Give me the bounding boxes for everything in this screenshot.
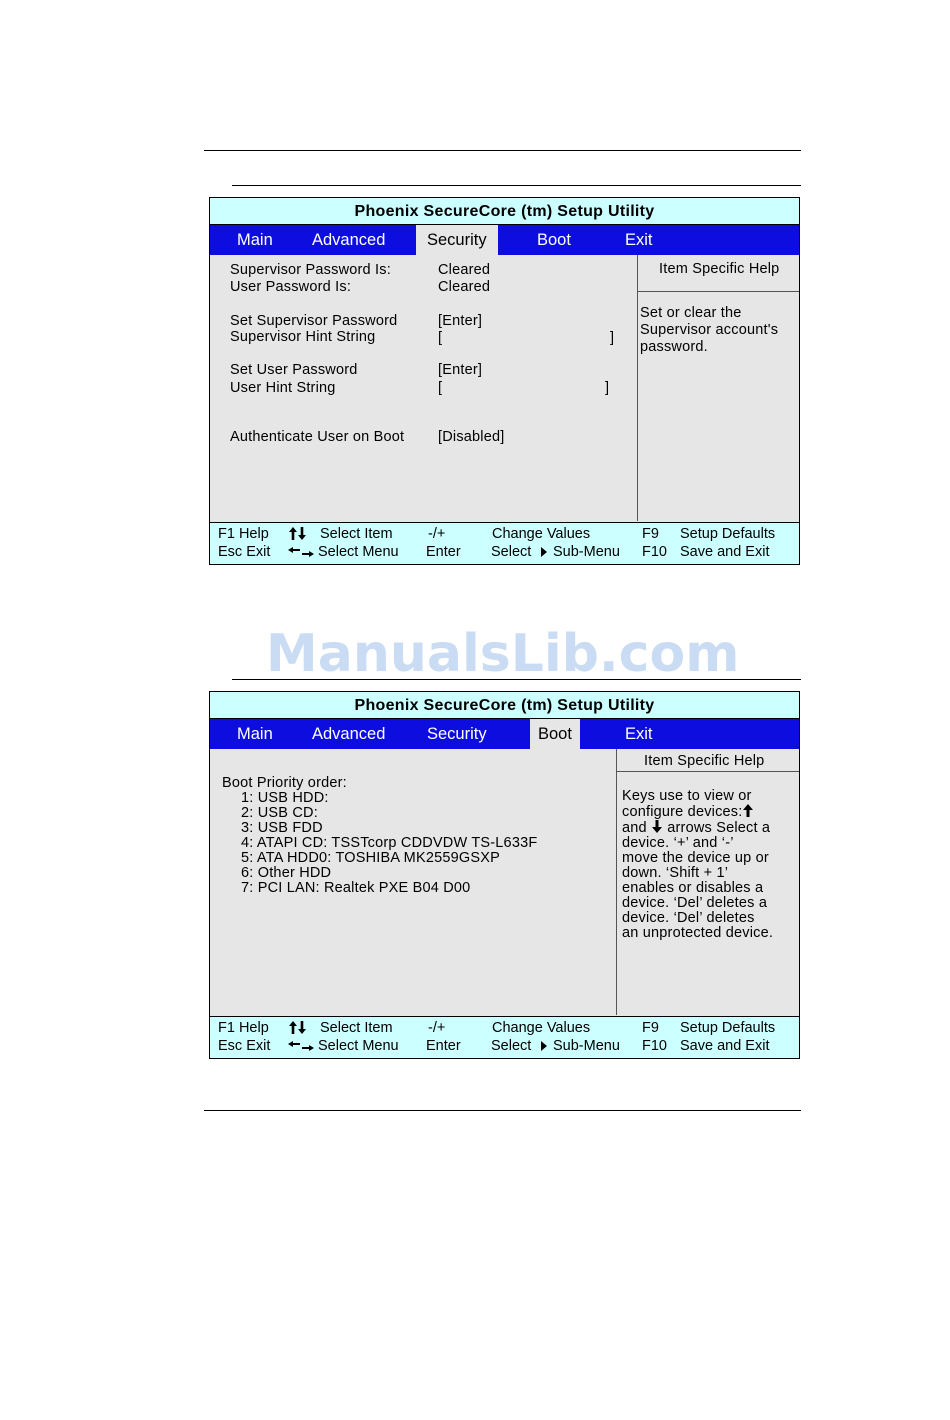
key-save-and-exit: Save and Exit [680, 544, 770, 560]
key-esc-exit[interactable]: Esc Exit [218, 544, 271, 560]
help-text [622, 789, 773, 941]
main-panel [210, 255, 799, 521]
help-line: password. [640, 339, 708, 355]
watermark: ManualsLib.com [266, 624, 740, 684]
key-minus-plus: -/+ [428, 526, 446, 542]
value-supervisor-password-is: Cleared [438, 262, 491, 278]
help-line: device. ‘Del’ deletes [622, 910, 755, 926]
key-legend [210, 522, 799, 564]
key-f9[interactable]: F9 [642, 1020, 659, 1036]
label-authenticate-user-on-boot[interactable]: Authenticate User on Boot [230, 429, 405, 445]
menu-advanced[interactable]: Advanced [312, 231, 386, 249]
help-line: move the device up or [622, 850, 769, 866]
key-select-item: Select Item [320, 526, 393, 542]
help-line: Set or clear the [640, 305, 742, 321]
key-enter: Enter [426, 1038, 461, 1054]
menu-exit[interactable]: Exit [625, 725, 653, 743]
help-line: device. ‘Del’ deletes a [622, 895, 768, 911]
help-line: enables or disables a [622, 880, 764, 896]
key-f10[interactable]: F10 [642, 544, 667, 560]
help-line: device. ‘+’ and ‘-’ [622, 835, 734, 851]
help-text [640, 305, 778, 356]
up-down-arrows-icon [289, 527, 307, 541]
help-line: down. ‘Shift + 1’ [622, 865, 729, 881]
key-enter: Enter [426, 544, 461, 560]
key-select-item: Select Item [320, 1020, 393, 1036]
menu-bar [210, 719, 799, 749]
help-line: and arrows Select a [622, 820, 771, 836]
up-arrow-icon [743, 804, 753, 817]
key-esc-exit[interactable]: Esc Exit [218, 1038, 271, 1054]
key-change-values: Change Values [492, 526, 591, 542]
key-select-menu: Select Menu [318, 544, 399, 560]
value-user-hint-close[interactable]: ] [605, 380, 610, 396]
boot-item-1[interactable]: 1: USB HDD: [241, 790, 329, 806]
help-line: Keys use to view or [622, 788, 752, 804]
up-down-arrows-icon [289, 1021, 307, 1035]
down-arrow-icon [652, 820, 662, 833]
menu-security[interactable]: Security [427, 725, 487, 743]
boot-item-3[interactable]: 3: USB FDD [241, 820, 323, 836]
triangle-right-icon [541, 547, 547, 557]
key-legend [210, 1016, 799, 1058]
value-supervisor-hint-close[interactable]: ] [610, 330, 615, 346]
menu-boot[interactable]: Boot [530, 719, 580, 749]
key-f10[interactable]: F10 [642, 1038, 667, 1054]
help-title-divider [638, 291, 799, 292]
label-supervisor-password-is: Supervisor Password Is: [230, 262, 391, 278]
help-divider [616, 749, 617, 1015]
label-set-supervisor-password[interactable]: Set Supervisor Password [230, 313, 398, 329]
key-sub-menu: Sub-Menu [553, 1038, 620, 1054]
value-user-hint-open[interactable]: [ [438, 380, 443, 396]
menu-exit[interactable]: Exit [625, 231, 653, 249]
main-panel [210, 749, 799, 1015]
boot-item-5[interactable]: 5: ATA HDD0: TOSHIBA MK2559GSXP [241, 850, 500, 866]
menu-boot[interactable]: Boot [537, 231, 571, 249]
key-setup-defaults: Setup Defaults [680, 526, 776, 542]
help-title-divider [617, 771, 799, 772]
menu-advanced[interactable]: Advanced [312, 725, 386, 743]
key-change-values: Change Values [492, 1020, 591, 1036]
help-line: an unprotected device. [622, 925, 774, 941]
menu-main[interactable]: Main [237, 725, 273, 743]
window-title: Phoenix SecureCore (tm) Setup Utility [210, 198, 799, 225]
key-setup-defaults: Setup Defaults [680, 1020, 776, 1036]
help-divider [637, 255, 638, 521]
bios-boot-screen [209, 691, 800, 1059]
label-user-hint-string[interactable]: User Hint String [230, 380, 336, 396]
label-user-password-is: User Password Is: [230, 279, 352, 295]
key-f1-help[interactable]: F1 Help [218, 1020, 269, 1036]
label-supervisor-hint-string[interactable]: Supervisor Hint String [230, 329, 376, 345]
key-select: Select [491, 544, 532, 560]
key-select-menu: Select Menu [318, 1038, 399, 1054]
help-line: configure devices: [622, 804, 773, 820]
left-right-arrows-icon [288, 547, 314, 557]
value-supervisor-hint-open[interactable]: [ [438, 330, 443, 346]
key-select: Select [491, 1038, 532, 1054]
key-f1-help[interactable]: F1 Help [218, 526, 269, 542]
page-bottom-rule [204, 1110, 801, 1111]
help-title: Item Specific Help [659, 261, 780, 277]
boot-item-7[interactable]: 7: PCI LAN: Realtek PXE B04 D00 [241, 880, 471, 896]
value-authenticate-user-on-boot[interactable]: [Disabled] [438, 429, 505, 445]
key-save-and-exit: Save and Exit [680, 1038, 770, 1054]
section-rule-1 [232, 185, 801, 186]
key-sub-menu: Sub-Menu [553, 544, 620, 560]
bios-security-screen [209, 197, 800, 565]
help-line: Supervisor account's [640, 322, 779, 338]
page-top-rule [204, 150, 801, 151]
boot-item-2[interactable]: 2: USB CD: [241, 805, 318, 821]
triangle-right-icon [541, 1041, 547, 1051]
boot-priority-heading: Boot Priority order: [222, 775, 347, 791]
menu-main[interactable]: Main [237, 231, 273, 249]
window-title: Phoenix SecureCore (tm) Setup Utility [210, 692, 799, 719]
menu-security[interactable]: Security [416, 225, 498, 255]
help-title: Item Specific Help [644, 753, 765, 769]
key-minus-plus: -/+ [428, 1020, 446, 1036]
left-right-arrows-icon [288, 1041, 314, 1051]
boot-item-4[interactable]: 4: ATAPI CD: TSSTcorp CDDVDW TS-L633F [241, 835, 538, 851]
value-set-user-password[interactable]: [Enter] [438, 362, 483, 378]
key-f9[interactable]: F9 [642, 526, 659, 542]
boot-item-6[interactable]: 6: Other HDD [241, 865, 332, 881]
label-set-user-password[interactable]: Set User Password [230, 362, 358, 378]
menu-bar [210, 225, 799, 255]
value-user-password-is: Cleared [438, 279, 491, 295]
value-set-supervisor-password[interactable]: [Enter] [438, 313, 483, 329]
